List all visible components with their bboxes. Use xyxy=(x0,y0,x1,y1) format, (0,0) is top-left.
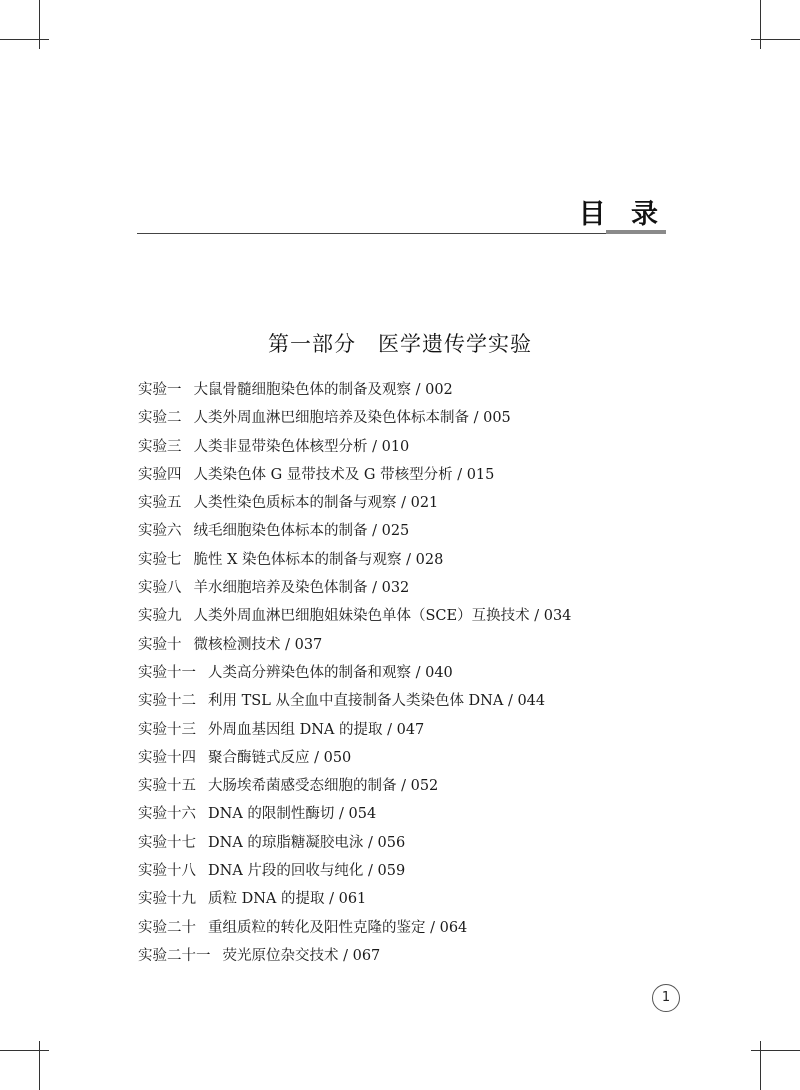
toc-entry-number: 实验三 xyxy=(138,438,182,455)
toc-entry-18[interactable] xyxy=(138,857,571,885)
toc-entry-title: 利用 TSL 从全血中直接制备人类染色体 DNA / 044 xyxy=(208,693,546,710)
toc-entry-4[interactable] xyxy=(138,461,571,489)
toc-entry-title: DNA 的限制性酶切 / 054 xyxy=(208,806,377,823)
toc-entry-16[interactable] xyxy=(138,800,571,828)
toc-entry-number: 实验十六 xyxy=(138,806,196,823)
part-title: 第一部分 医学遗传学实验 xyxy=(268,332,532,356)
toc-entry-1[interactable] xyxy=(138,376,571,404)
toc-entry-title: 人类高分辨染色体的制备和观察 / 040 xyxy=(208,664,453,681)
toc-entry-title: 绒毛细胞染色体标本的制备 / 025 xyxy=(193,523,410,540)
crop-mark-bottom-right-h xyxy=(751,1050,800,1051)
toc-entry-20[interactable] xyxy=(138,914,571,942)
toc-entry-number: 实验六 xyxy=(138,523,182,540)
toc-entry-number: 实验二 xyxy=(138,410,182,427)
toc-entry-11[interactable] xyxy=(138,659,571,687)
toc-entry-10[interactable] xyxy=(138,631,571,659)
toc-entry-number: 实验十二 xyxy=(138,693,196,710)
toc-entry-12[interactable] xyxy=(138,687,571,715)
toc-entry-title: 人类性染色质标本的制备与观察 / 021 xyxy=(193,495,439,512)
toc-entry-number: 实验十九 xyxy=(138,891,196,908)
toc-entry-title: 外周血基因组 DNA 的提取 / 047 xyxy=(208,721,425,738)
page-number: 1 xyxy=(652,984,680,1012)
toc-entry-title: 羊水细胞培养及染色体制备 / 032 xyxy=(193,580,410,597)
toc-entry-15[interactable] xyxy=(138,772,571,800)
toc-entry-title: 重组质粒的转化及阳性克隆的鉴定 / 064 xyxy=(208,919,468,936)
toc-entry-2[interactable] xyxy=(138,404,571,432)
toc-entry-number: 实验七 xyxy=(138,551,182,568)
crop-mark-bottom-right-v xyxy=(760,1041,761,1090)
toc-entry-title: 人类非显带染色体核型分析 / 010 xyxy=(193,438,410,455)
toc-entry-number: 实验九 xyxy=(138,608,182,625)
toc-entry-title: 人类染色体 G 显带技术及 G 带核型分析 / 015 xyxy=(193,466,495,483)
toc-entry-6[interactable] xyxy=(138,517,571,545)
toc-entry-title: DNA 片段的回收与纯化 / 059 xyxy=(208,863,406,880)
toc-entry-title: 荧光原位杂交技术 / 067 xyxy=(222,947,381,964)
crop-mark-top-left-h xyxy=(0,39,49,40)
toc-entry-number: 实验十八 xyxy=(138,863,196,880)
heading-rule xyxy=(137,233,665,234)
crop-mark-top-right-v xyxy=(760,0,761,49)
toc-entry-number: 实验十四 xyxy=(138,749,196,766)
toc-entry-5[interactable] xyxy=(138,489,571,517)
toc-entry-title: 脆性 X 染色体标本的制备与观察 / 028 xyxy=(193,551,444,568)
toc-entry-title: 聚合酶链式反应 / 050 xyxy=(208,749,352,766)
toc-entry-number: 实验十一 xyxy=(138,664,196,681)
toc-entry-number: 实验十五 xyxy=(138,778,196,795)
toc-entry-number: 实验十三 xyxy=(138,721,196,738)
toc-entry-title: 微核检测技术 / 037 xyxy=(193,636,323,653)
toc-entry-7[interactable] xyxy=(138,546,571,574)
toc-entry-9[interactable] xyxy=(138,602,571,630)
toc-list xyxy=(138,376,571,970)
toc-entry-number: 实验五 xyxy=(138,495,182,512)
toc-entry-title: 质粒 DNA 的提取 / 061 xyxy=(208,891,367,908)
crop-mark-bottom-left-v xyxy=(39,1041,40,1090)
crop-mark-top-right-h xyxy=(751,39,800,40)
toc-entry-number: 实验二十 xyxy=(138,919,196,936)
toc-entry-8[interactable] xyxy=(138,574,571,602)
toc-entry-17[interactable] xyxy=(138,829,571,857)
toc-entry-19[interactable] xyxy=(138,885,571,913)
toc-entry-title: 大肠埃希菌感受态细胞的制备 / 052 xyxy=(208,778,439,795)
toc-entry-number: 实验十七 xyxy=(138,834,196,851)
toc-entry-title: 大鼠骨髓细胞染色体的制备及观察 / 002 xyxy=(193,382,453,398)
toc-entry-number: 实验一 xyxy=(138,382,182,398)
toc-entry-number: 实验八 xyxy=(138,580,182,597)
toc-entry-number: 实验二十一 xyxy=(138,947,211,964)
toc-entry-21[interactable] xyxy=(138,942,571,970)
toc-entry-number: 实验四 xyxy=(138,466,182,483)
toc-entry-title: 人类外周血淋巴细胞培养及染色体标本制备 / 005 xyxy=(193,410,511,427)
toc-entry-3[interactable] xyxy=(138,433,571,461)
crop-mark-bottom-left-h xyxy=(0,1050,49,1051)
toc-entry-title: 人类外周血淋巴细胞姐妹染色单体（SCE）互换技术 / 034 xyxy=(193,608,572,625)
toc-entry-number: 实验十 xyxy=(138,636,182,653)
heading-rule-accent xyxy=(606,230,666,234)
toc-entry-title: DNA 的琼脂糖凝胶电泳 / 056 xyxy=(208,834,406,851)
toc-heading: 目 录 xyxy=(578,199,666,230)
toc-entry-13[interactable] xyxy=(138,716,571,744)
toc-entry-14[interactable] xyxy=(138,744,571,772)
crop-mark-top-left-v xyxy=(39,0,40,49)
